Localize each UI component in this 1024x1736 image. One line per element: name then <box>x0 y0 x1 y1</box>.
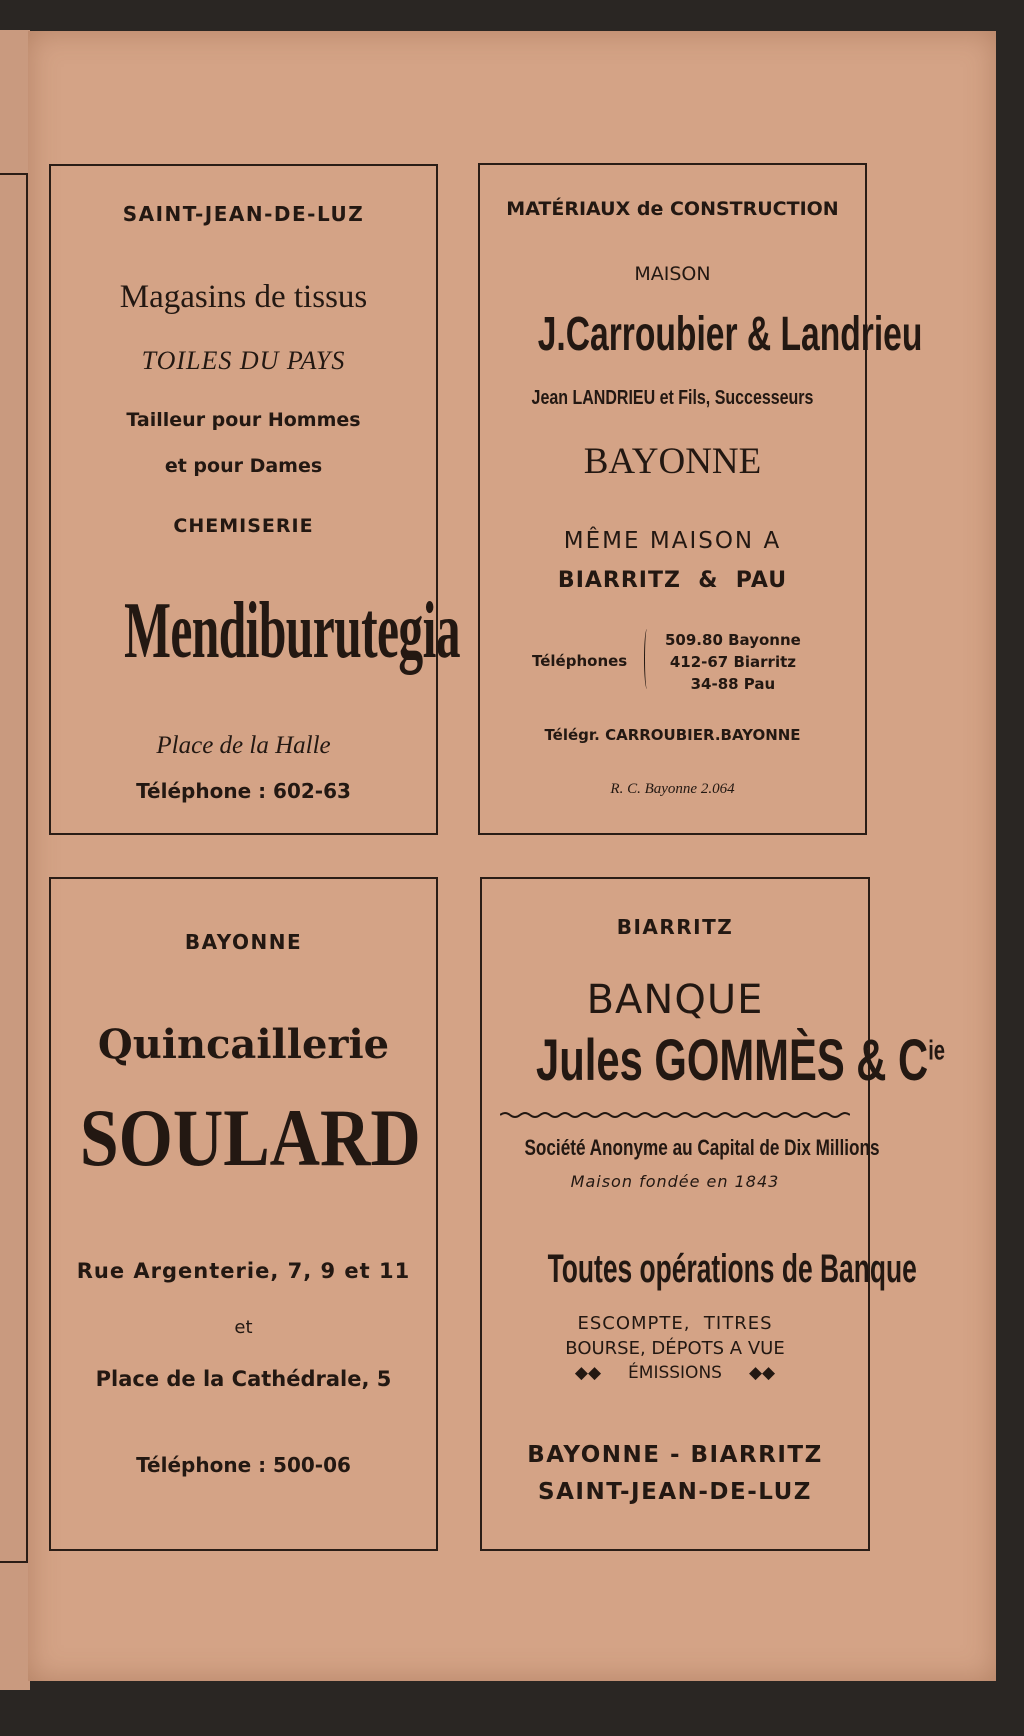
ad-line: TOILES DU PAYS <box>141 346 346 375</box>
ad-line: et <box>234 1317 253 1338</box>
ad-branches: SAINT-JEAN-DE-LUZ <box>538 1479 812 1505</box>
ad-line: MÊME MAISON A <box>563 528 782 554</box>
ad-name: SOULARD <box>79 1092 421 1183</box>
ad-name: J.Carroubier & Landrieu <box>537 308 923 361</box>
ad-services: ◆◆ ÉMISSIONS ◆◆ <box>574 1363 776 1383</box>
ad-carroubier <box>478 163 923 835</box>
ad-line: Magasins de tissus <box>119 279 368 315</box>
phone-number: 509.80 Bayonne <box>665 631 801 649</box>
ad-services: ESCOMPTE, TITRES <box>577 1313 773 1334</box>
ad-rc: R. C. Bayonne 2.064 <box>610 781 735 797</box>
ad-line: MAISON <box>634 263 711 285</box>
ad-line: BANQUE <box>586 977 764 1023</box>
ad-line: Jean LANDRIEU et Fils, Successeurs <box>531 387 814 409</box>
ad-founded: Maison fondée en 1843 <box>570 1172 780 1191</box>
ad-line: et pour Dames <box>164 455 323 477</box>
ad-city: BIARRITZ <box>616 915 734 939</box>
phones-label: Téléphones <box>532 652 628 670</box>
ad-phone: Téléphone : 602-63 <box>136 779 351 803</box>
phones-list <box>665 629 801 695</box>
ad-line: Quincaillerie <box>97 1021 390 1068</box>
ad-line: CHEMISERIE <box>173 515 314 537</box>
ad-address: Rue Argenterie, 7, 9 et 11 <box>76 1259 411 1283</box>
ad-capital: Société Anonyme au Capital de Dix Millions <box>524 1135 880 1160</box>
phone-number: 34-88 Pau <box>690 675 776 693</box>
ad-header: MATÉRIAUX de CONSTRUCTION <box>506 198 839 220</box>
phone-number: 412-67 Biarritz <box>669 653 796 671</box>
ad-telegr: Télégr. CARROUBIER.BAYONNE <box>544 726 801 744</box>
brace <box>644 629 650 689</box>
wavy-rule <box>500 1111 850 1119</box>
ad-ops: Toutes opérations de Banque <box>547 1247 917 1291</box>
ad-name-sup: ie <box>928 1034 946 1066</box>
facing-page-edge <box>0 30 30 1690</box>
ad-services: BOURSE, DÉPOTS A VUE <box>565 1338 785 1359</box>
ad-gommes <box>480 877 946 1551</box>
ad-address: Place de la Cathédrale, 5 <box>95 1367 392 1391</box>
ad-soulard <box>49 877 438 1551</box>
ad-city: BAYONNE <box>184 930 303 954</box>
ad-name: Mendiburutegia <box>124 587 460 675</box>
ad-branches: BAYONNE - BIARRITZ <box>527 1442 823 1468</box>
ad-city: SAINT-JEAN-DE-LUZ <box>122 202 365 226</box>
ad-line: Tailleur pour Hommes <box>126 409 361 431</box>
ad-name-text: Jules GOMMÈS & C <box>536 1028 929 1093</box>
ad-mendiburutegia <box>49 164 460 835</box>
ad-city: BAYONNE <box>583 441 762 482</box>
ad-phone: Téléphone : 500-06 <box>136 1453 351 1477</box>
ad-address: Place de la Halle <box>156 732 331 759</box>
facing-page-frame <box>0 173 28 1563</box>
ad-line: BIARRITZ & PAU <box>557 568 788 593</box>
ad-name <box>536 1027 946 1094</box>
